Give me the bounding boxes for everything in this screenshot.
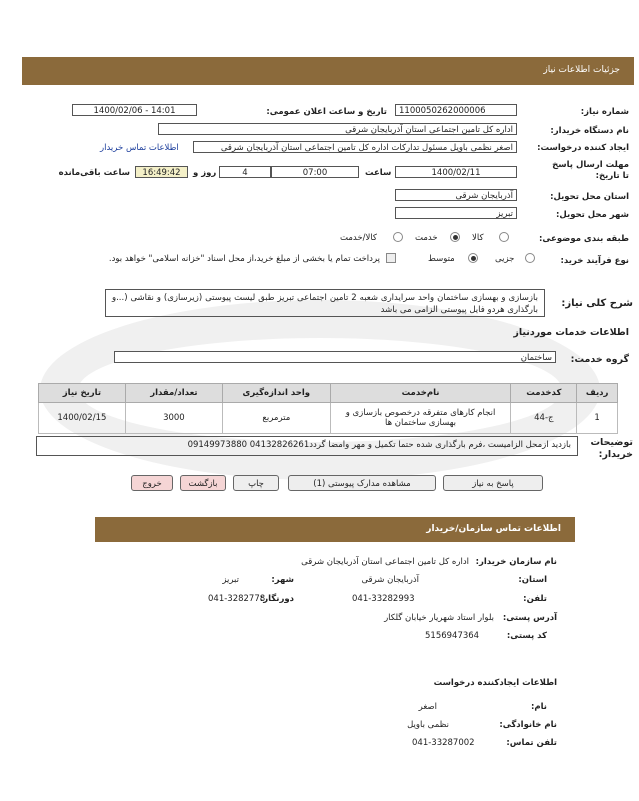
category-service-radio[interactable] bbox=[450, 232, 460, 242]
service-group-field: ساختمان bbox=[114, 351, 556, 363]
col-header: تاریخ نیاز bbox=[39, 384, 126, 403]
process-label: نوع فرآیند خرید: bbox=[560, 256, 629, 266]
unit: مترمربع bbox=[222, 403, 330, 434]
category-service-label: خدمت bbox=[415, 233, 438, 243]
contact-section-header bbox=[95, 517, 575, 542]
remaining-label: ساعت باقی‌مانده bbox=[58, 168, 130, 178]
contact-phone-value: 041-33282993 bbox=[352, 594, 415, 604]
announce-date-field: 1400/02/06 - 14:01 bbox=[72, 104, 197, 116]
province-label: استان محل تحویل: bbox=[550, 192, 629, 202]
requester-name-value: اصغر bbox=[418, 702, 437, 712]
org-field: اداره کل تامین اجتماعی استان آذربایجان شرقی bbox=[158, 123, 517, 135]
creator-field: اصغر نظمی باویل مسئول تدارکات اداره کل تامین اجتماعی استان آذربایجان شرقی bbox=[193, 141, 517, 153]
treasury-payment-checkbox[interactable] bbox=[386, 253, 396, 263]
print-button[interactable]: چاپ bbox=[233, 475, 279, 491]
category-goods-radio[interactable] bbox=[499, 232, 509, 242]
row-index: 1 bbox=[577, 403, 618, 434]
service-name: انجام کارهای متفرقه درخصوص بازسازی و بهسازی ساختمان ها bbox=[330, 403, 511, 434]
requester-title: اطلاعات ایجادکننده درخواست bbox=[433, 678, 557, 688]
days-remaining-field: 4 bbox=[219, 166, 271, 178]
services-title: اطلاعات خدمات موردنیاز bbox=[513, 327, 629, 338]
category-goods-service-radio[interactable] bbox=[393, 232, 403, 242]
back-button[interactable]: بازگشت bbox=[180, 475, 226, 491]
description-text: بازسازی و بهسازی ساختمان واحد سرایداری شعبه 2 تامین اجتماعی تبریز طبق لیست پیوستی (زیرسازی) و نقاشی (...و بارگذاری هردو فایل پیوستی الزامی می باشد bbox=[105, 289, 545, 317]
reply-button[interactable]: پاسخ به نیاز bbox=[443, 475, 543, 491]
contact-org-label: نام سازمان خریدار: bbox=[475, 557, 557, 567]
need-number-label: شماره نیاز: bbox=[580, 107, 629, 117]
org-label: نام دستگاه خریدار: bbox=[550, 126, 629, 136]
deadline-label: مهلت ارسال پاسخ تا تاریخ: bbox=[552, 160, 629, 181]
process-medium-radio[interactable] bbox=[468, 253, 478, 263]
city-label: شهر محل تحویل: bbox=[556, 210, 629, 220]
requester-family-value: نظمی باویل bbox=[407, 720, 449, 730]
contact-city-value: تبریز bbox=[222, 575, 239, 585]
contact-city-label: شهر: bbox=[271, 575, 294, 585]
buyer-notes-label: توضیحات خریدار: bbox=[590, 437, 633, 460]
contact-address-label: آدرس پستی: bbox=[502, 613, 557, 623]
attachments-button[interactable]: مشاهده مدارک پیوستی (1) bbox=[288, 475, 436, 491]
creator-label: ایجاد کننده درخواست: bbox=[537, 143, 629, 153]
requester-phone-label: تلفن تماس: bbox=[506, 738, 557, 748]
deadline-date-field: 1400/02/11 bbox=[395, 166, 517, 178]
services-table bbox=[38, 383, 618, 434]
contact-section-title: اطلاعات تماس سازمان/خریدار bbox=[426, 524, 561, 534]
top-header-bar bbox=[22, 57, 634, 85]
service-code: ج-44 bbox=[511, 403, 577, 434]
days-label: روز و bbox=[193, 168, 217, 178]
need-number-field: 1100050262000006 bbox=[395, 104, 517, 116]
contact-postal-label: کد پستی: bbox=[506, 631, 547, 641]
requester-name-label: نام: bbox=[530, 702, 547, 712]
contact-province-label: استان: bbox=[518, 575, 547, 585]
deadline-time-field: 07:00 bbox=[271, 166, 359, 178]
col-header: تعداد/مقدار bbox=[125, 384, 222, 403]
table-header-row bbox=[39, 384, 618, 403]
contact-province-value: آذربایجان شرقی bbox=[361, 575, 419, 585]
deadline-time-label: ساعت bbox=[365, 168, 392, 178]
quantity: 3000 bbox=[125, 403, 222, 434]
contact-fax-label: دورنگار: bbox=[259, 594, 294, 604]
process-medium-label: متوسط bbox=[428, 254, 455, 264]
contact-address-value: بلوار استاد شهریار خیابان گلکار bbox=[384, 613, 494, 623]
category-goods-service-label: کالا/خدمت bbox=[340, 233, 377, 243]
buyer-contact-link[interactable]: اطلاعات تماس خریدار bbox=[100, 143, 179, 153]
col-header: واحد اندازه‌گیری bbox=[222, 384, 330, 403]
service-group-label: گروه خدمت: bbox=[570, 354, 629, 365]
table-row bbox=[39, 403, 618, 434]
city-field: تبریز bbox=[395, 207, 517, 219]
description-label: شرح کلی نیاز: bbox=[561, 298, 633, 309]
category-label: طبقه بندی موضوعی: bbox=[539, 234, 629, 244]
header-title: جزئیات اطلاعات نیاز bbox=[543, 65, 620, 75]
contact-fax-value: 041-3282778 bbox=[208, 594, 266, 604]
col-header: کدخدمت bbox=[511, 384, 577, 403]
process-partial-radio[interactable] bbox=[525, 253, 535, 263]
col-header: ردیف bbox=[577, 384, 618, 403]
need-date: 1400/02/15 bbox=[39, 403, 126, 434]
announce-label: تاریخ و ساعت اعلان عمومی: bbox=[266, 107, 387, 117]
contact-org-value: اداره کل تامین اجتماعی استان آذربایجان شرقی bbox=[301, 557, 469, 567]
contact-postal-value: 5156947364 bbox=[425, 631, 480, 641]
province-field: آذربایجان شرقی bbox=[395, 189, 517, 201]
contact-phone-label: تلفن: bbox=[523, 594, 547, 604]
buyer-notes-text: بازدید ازمحل الزامیست ،فرم بارگذاری شده حتما تکمیل و مهر وامضا گردد04132826261 09149973880 bbox=[36, 436, 578, 456]
process-partial-label: جزیی bbox=[495, 254, 515, 264]
category-goods-label: کالا bbox=[472, 233, 484, 243]
exit-button[interactable]: خروج bbox=[131, 475, 173, 491]
remaining-time-field: 16:49:42 bbox=[135, 166, 188, 178]
col-header: نام‌خدمت bbox=[330, 384, 511, 403]
requester-family-label: نام خانوادگی: bbox=[499, 720, 557, 730]
requester-phone-value: 041-33287002 bbox=[412, 738, 475, 748]
treasury-payment-note: پرداخت تمام یا بخشی از مبلغ خرید،از محل اسناد "خزانه اسلامی" خواهد بود. bbox=[108, 254, 380, 264]
